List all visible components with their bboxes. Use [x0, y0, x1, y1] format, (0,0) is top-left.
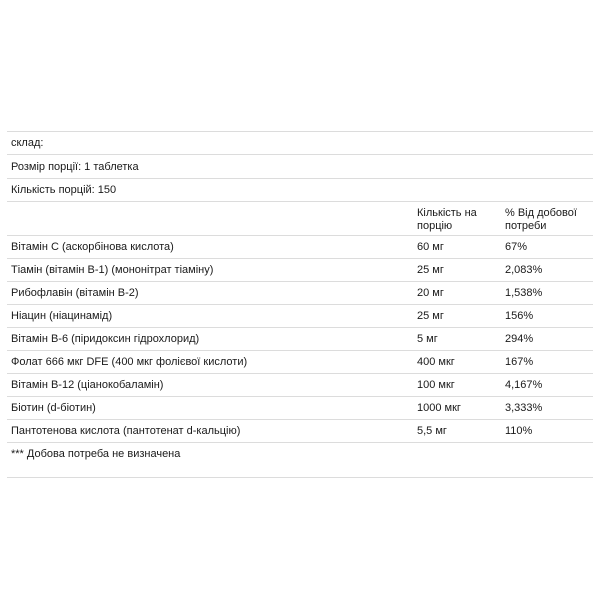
nutrient-name: Вітамін B-12 (ціанокобаламін): [11, 379, 164, 391]
serving-size: Розмір порції: 1 таблетка: [7, 155, 593, 179]
table-row: [7, 420, 593, 443]
nutrient-amount: 5 мг: [417, 332, 438, 345]
nutrient-amount: 25 мг: [417, 309, 444, 322]
table-row: [7, 305, 593, 328]
table-row: [7, 282, 593, 305]
nutrient-amount: 60 мг: [417, 240, 444, 253]
table-row: [7, 397, 593, 420]
column-header-amount: [417, 207, 505, 233]
nutrient-daily-value: 2,083%: [505, 263, 543, 276]
column-header-amount-line1: Кількість на: [417, 207, 477, 219]
column-header-dv-line2: потреби: [505, 220, 547, 232]
column-header-amount-line2: порцію: [417, 220, 453, 232]
nutrient-daily-value: 67%: [505, 240, 528, 253]
nutrient-amount: 1000 мкг: [417, 401, 461, 414]
nutrient-amount: 100 мкг: [417, 378, 455, 391]
servings-count: Кількість порцій: 150: [7, 179, 593, 202]
nutrient-amount: 5,5 мг: [417, 424, 447, 437]
column-header-row: [7, 202, 593, 236]
nutrient-amount: 20 мг: [417, 286, 444, 299]
nutrient-daily-value: 167%: [505, 355, 534, 368]
nutrient-name: Вітамін C (аскорбінова кислота): [11, 241, 174, 253]
table-row: [7, 236, 593, 259]
nutrient-daily-value: 3,333%: [505, 401, 543, 414]
nutrient-name: Фолат 666 мкг DFE (400 мкг фолієвої кислоти): [11, 356, 248, 368]
nutrient-amount: 25 мг: [417, 263, 444, 276]
column-header-daily-value: [505, 207, 593, 233]
nutrient-daily-value: 1,538%: [505, 286, 543, 299]
nutrient-name: Тіамін (вітамін B-1) (мононітрат тіаміну): [11, 264, 214, 276]
facts-heading: склад:: [7, 132, 593, 155]
nutrient-name: Рибофлавін (вітамін B-2): [11, 287, 139, 299]
table-row: [7, 328, 593, 351]
supplement-facts-table: [7, 131, 593, 478]
nutrient-name: Пантотенова кислота (пантотенат d-кальцію): [11, 425, 241, 437]
table-row: [7, 374, 593, 397]
footnote: *** Добова потреба не визначена: [7, 443, 593, 478]
nutrient-name: Біотин (d-біотин): [11, 402, 96, 414]
nutrient-name: Вітамін B-6 (піридоксин гідрохлорид): [11, 333, 200, 345]
table-row: [7, 351, 593, 374]
nutrient-amount: 400 мкг: [417, 355, 455, 368]
nutrient-daily-value: 156%: [505, 309, 534, 322]
nutrient-daily-value: 294%: [505, 332, 534, 345]
nutrient-name: Ніацин (ніацинамід): [11, 310, 113, 322]
table-row: [7, 259, 593, 282]
nutrient-daily-value: 4,167%: [505, 378, 543, 391]
nutrient-daily-value: 110%: [505, 424, 533, 437]
column-header-dv-line1: % Від добової: [505, 207, 577, 219]
